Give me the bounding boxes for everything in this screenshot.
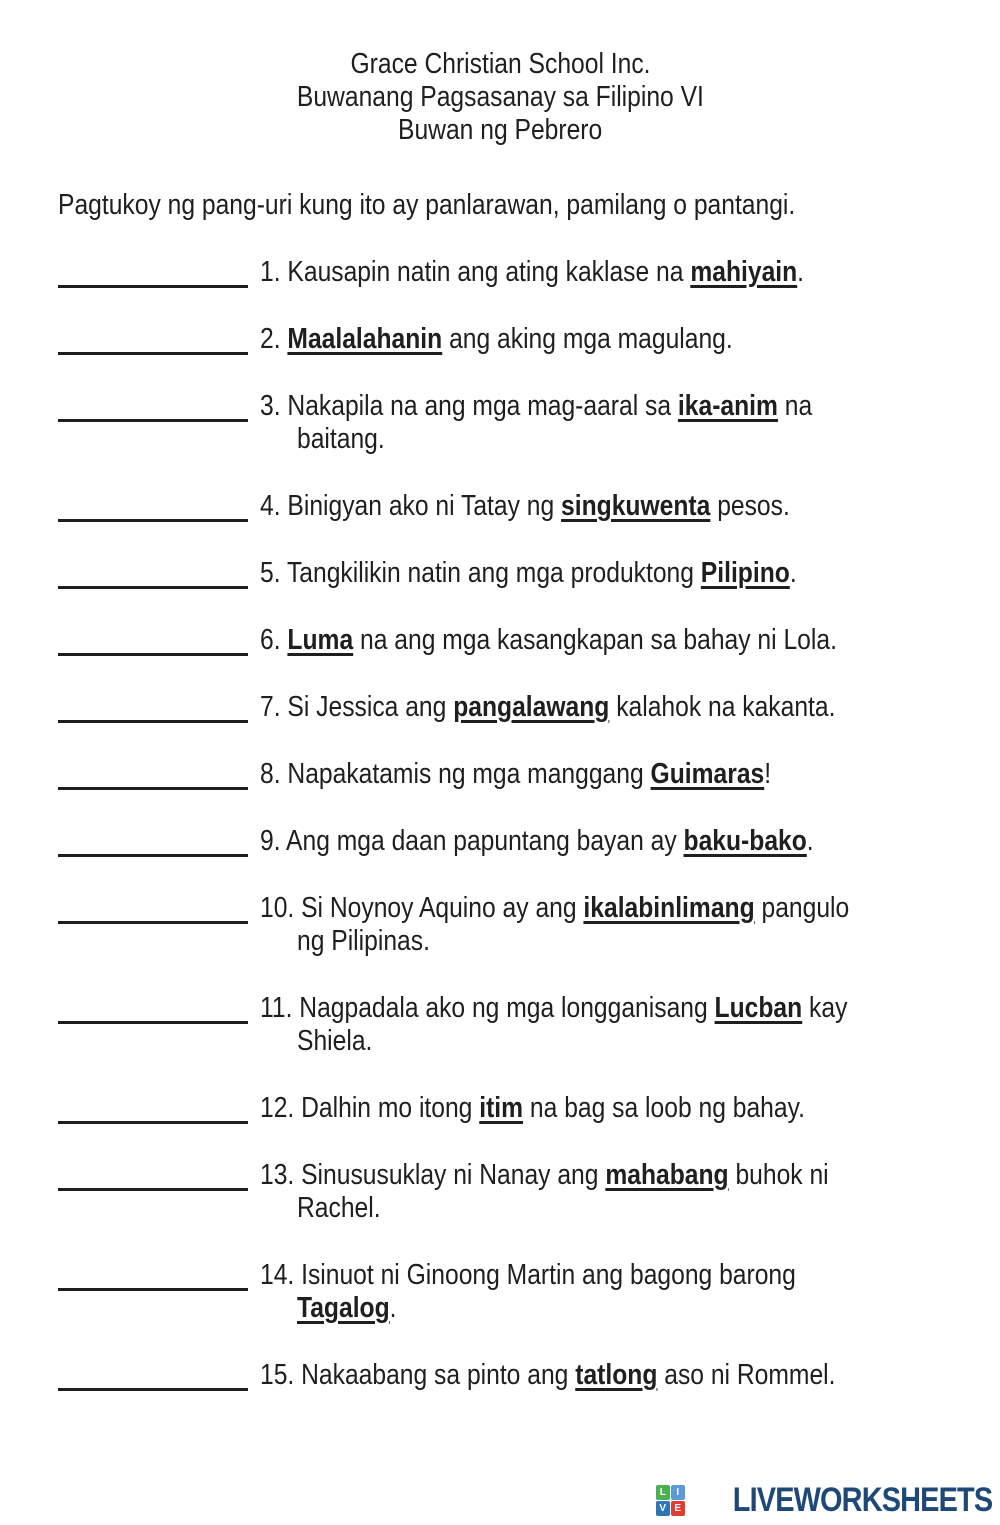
sentence-line xyxy=(260,1292,890,1325)
sentence-text: Nakapila na ang mga mag-aaral sa xyxy=(287,390,678,422)
answer-blank[interactable] xyxy=(58,825,248,857)
answer-blank[interactable] xyxy=(58,390,248,422)
answer-blank[interactable] xyxy=(58,1359,248,1391)
worksheet-item xyxy=(58,1359,1000,1392)
item-sentence xyxy=(260,691,937,724)
instructions-text: Pagtukoy ng pang-uri kung ito ay panlarawan, pamilang o pantangi. xyxy=(58,189,796,221)
sentence-text: baitang. xyxy=(297,423,385,455)
item-sentence xyxy=(260,390,910,456)
sentence-text: Binigyan ako ni Tatay ng xyxy=(287,490,562,522)
item-sentence xyxy=(260,490,883,523)
adjective-emphasis: mahabang xyxy=(605,1159,729,1191)
sentence-line xyxy=(260,557,891,590)
adjective-emphasis: itim xyxy=(479,1092,524,1124)
liveworksheets-icon xyxy=(656,1485,685,1516)
worksheet-item xyxy=(58,557,1000,590)
worksheet-item xyxy=(58,1092,1000,1125)
sentence-text: . xyxy=(797,256,805,288)
sentence-line xyxy=(260,323,816,356)
sentence-text: Ang mga daan papuntang bayan ay xyxy=(286,825,684,857)
item-number: 13. xyxy=(260,1159,302,1191)
worksheet-item xyxy=(58,691,1000,724)
adjective-emphasis: Pilipino xyxy=(700,557,790,589)
sentence-text: Si Jessica ang xyxy=(287,691,454,723)
sentence-line xyxy=(260,825,911,858)
adjective-emphasis: Lucban xyxy=(714,992,803,1024)
worksheet-month-text: Buwan ng Pebrero xyxy=(397,114,603,146)
instructions xyxy=(58,189,1000,222)
adjective-emphasis: mahiyain xyxy=(690,256,798,288)
item-number: 14. xyxy=(260,1259,302,1291)
sentence-line xyxy=(260,390,910,423)
worksheet-item xyxy=(58,490,1000,523)
worksheet-item xyxy=(58,992,1000,1058)
sentence-text: . xyxy=(789,557,797,589)
item-sentence xyxy=(260,1259,890,1325)
item-number: 2. xyxy=(260,323,288,355)
worksheet-item xyxy=(58,256,1000,289)
item-sentence xyxy=(260,825,911,858)
item-number: 10. xyxy=(260,892,302,924)
sentence-line xyxy=(260,256,900,289)
item-sentence xyxy=(260,1159,929,1225)
sentence-line xyxy=(260,624,939,657)
sentence-line xyxy=(260,1259,890,1292)
school-name-text: Grace Christian School Inc. xyxy=(349,48,651,80)
item-sentence xyxy=(260,1359,937,1392)
sentence-text: Shiela. xyxy=(297,1025,373,1057)
sentence-line xyxy=(260,423,910,456)
liveworksheets-logo[interactable] xyxy=(656,1481,992,1520)
adjective-emphasis: pangalawang xyxy=(453,691,610,723)
answer-blank[interactable] xyxy=(58,490,248,522)
item-number: 12. xyxy=(260,1092,302,1124)
item-sentence xyxy=(260,1092,901,1125)
sentence-text: pangulo xyxy=(754,892,850,924)
sentence-text: Dalhin mo itong xyxy=(301,1092,480,1124)
logo-tile-i: I xyxy=(671,1485,685,1500)
sentence-line xyxy=(260,925,953,958)
sentence-text: ! xyxy=(764,758,772,790)
sentence-text: na xyxy=(777,390,813,422)
sentence-text: Isinuot ni Ginoong Martin ang bagong barong xyxy=(301,1259,796,1291)
sentence-text: Si Noynoy Aquino ay ang xyxy=(301,892,584,924)
worksheet-header xyxy=(0,0,1000,147)
item-number: 11. xyxy=(260,992,300,1024)
item-sentence xyxy=(260,892,953,958)
item-number: 9. xyxy=(260,825,287,857)
sentence-text: na ang mga kasangkapan sa bahay ni Lola. xyxy=(353,624,837,656)
worksheet-item xyxy=(58,825,1000,858)
sentence-text: Rachel. xyxy=(297,1192,381,1224)
sentence-line xyxy=(260,992,951,1025)
sentence-text: ng Pilipinas. xyxy=(297,925,430,957)
item-number: 15. xyxy=(260,1359,302,1391)
item-sentence xyxy=(260,992,951,1058)
worksheet-item xyxy=(58,624,1000,657)
item-number: 6. xyxy=(260,624,288,656)
sentence-line xyxy=(260,691,937,724)
worksheet-title-text: Buwanang Pagsasanay sa Filipino VI xyxy=(296,81,704,113)
sentence-line xyxy=(260,758,861,791)
worksheet-item xyxy=(58,1159,1000,1225)
answer-blank[interactable] xyxy=(58,1259,248,1291)
items-list xyxy=(58,256,1000,1392)
item-number: 3. xyxy=(260,390,288,422)
sentence-text: Nakaabang sa pinto ang xyxy=(301,1359,576,1391)
answer-blank[interactable] xyxy=(58,758,248,790)
worksheet-item xyxy=(58,323,1000,356)
answer-blank[interactable] xyxy=(58,624,248,656)
answer-blank[interactable] xyxy=(58,557,248,589)
answer-blank[interactable] xyxy=(58,323,248,355)
logo-tile-e: E xyxy=(671,1501,685,1516)
worksheet-item xyxy=(58,758,1000,791)
logo-tile-l: L xyxy=(656,1485,670,1500)
item-number: 5. xyxy=(260,557,287,589)
sentence-text: buhok ni xyxy=(728,1159,829,1191)
sentence-text: . xyxy=(389,1292,397,1324)
worksheet-item xyxy=(58,1259,1000,1325)
worksheet-item xyxy=(58,390,1000,456)
worksheet-item xyxy=(58,892,1000,958)
sentence-text: kay xyxy=(802,992,848,1024)
school-name xyxy=(0,48,1000,81)
answer-blank[interactable] xyxy=(58,256,248,288)
logo-tile-v: V xyxy=(656,1501,670,1516)
sentence-text: kalahok na kakanta. xyxy=(609,691,836,723)
liveworksheets-wordmark: LIVEWORKSHEETS xyxy=(732,1481,992,1519)
worksheet-title xyxy=(0,81,1000,114)
sentence-text: Tangkilikin natin ang mga produktong xyxy=(286,557,701,589)
answer-blank[interactable] xyxy=(58,691,248,723)
sentence-line xyxy=(260,1092,901,1125)
sentence-line xyxy=(260,1159,929,1192)
sentence-text: aso ni Rommel. xyxy=(657,1359,836,1391)
sentence-text: pesos. xyxy=(710,490,790,522)
sentence-text: ang aking mga magulang. xyxy=(442,323,733,355)
item-number: 7. xyxy=(260,691,288,723)
sentence-line xyxy=(260,892,953,925)
sentence-line xyxy=(260,490,883,523)
item-number: 4. xyxy=(260,490,288,522)
item-sentence xyxy=(260,624,939,657)
sentence-text: Sinususuklay ni Nanay ang xyxy=(301,1159,606,1191)
item-sentence xyxy=(260,323,816,356)
item-sentence xyxy=(260,557,891,590)
answer-blank[interactable] xyxy=(58,992,248,1024)
sentence-text: Nagpadala ako ng mga longganisang xyxy=(299,992,715,1024)
answer-blank[interactable] xyxy=(58,892,248,924)
adjective-emphasis: Maalalahanin xyxy=(287,323,443,355)
item-number: 8. xyxy=(260,758,288,790)
adjective-emphasis: Tagalog xyxy=(297,1292,390,1324)
sentence-line xyxy=(260,1359,937,1392)
item-number: 1. xyxy=(260,256,288,288)
adjective-emphasis: ika-anim xyxy=(677,390,778,422)
adjective-emphasis: singkuwenta xyxy=(561,490,711,522)
sentence-text: na bag sa loob ng bahay. xyxy=(523,1092,805,1124)
sentence-line xyxy=(260,1025,951,1058)
worksheet-month xyxy=(0,114,1000,147)
sentence-text: . xyxy=(806,825,814,857)
adjective-emphasis: Luma xyxy=(287,624,354,656)
sentence-line xyxy=(260,1192,929,1225)
adjective-emphasis: Guimaras xyxy=(650,758,765,790)
adjective-emphasis: baku-bako xyxy=(683,825,807,857)
answer-blank[interactable] xyxy=(58,1159,248,1191)
sentence-text: Napakatamis ng mga manggang xyxy=(287,758,651,790)
item-sentence xyxy=(260,256,900,289)
item-sentence xyxy=(260,758,861,791)
sentence-text: Kausapin natin ang ating kaklase na xyxy=(287,256,691,288)
adjective-emphasis: ikalabinlimang xyxy=(583,892,755,924)
adjective-emphasis: tatlong xyxy=(575,1359,658,1391)
answer-blank[interactable] xyxy=(58,1092,248,1124)
